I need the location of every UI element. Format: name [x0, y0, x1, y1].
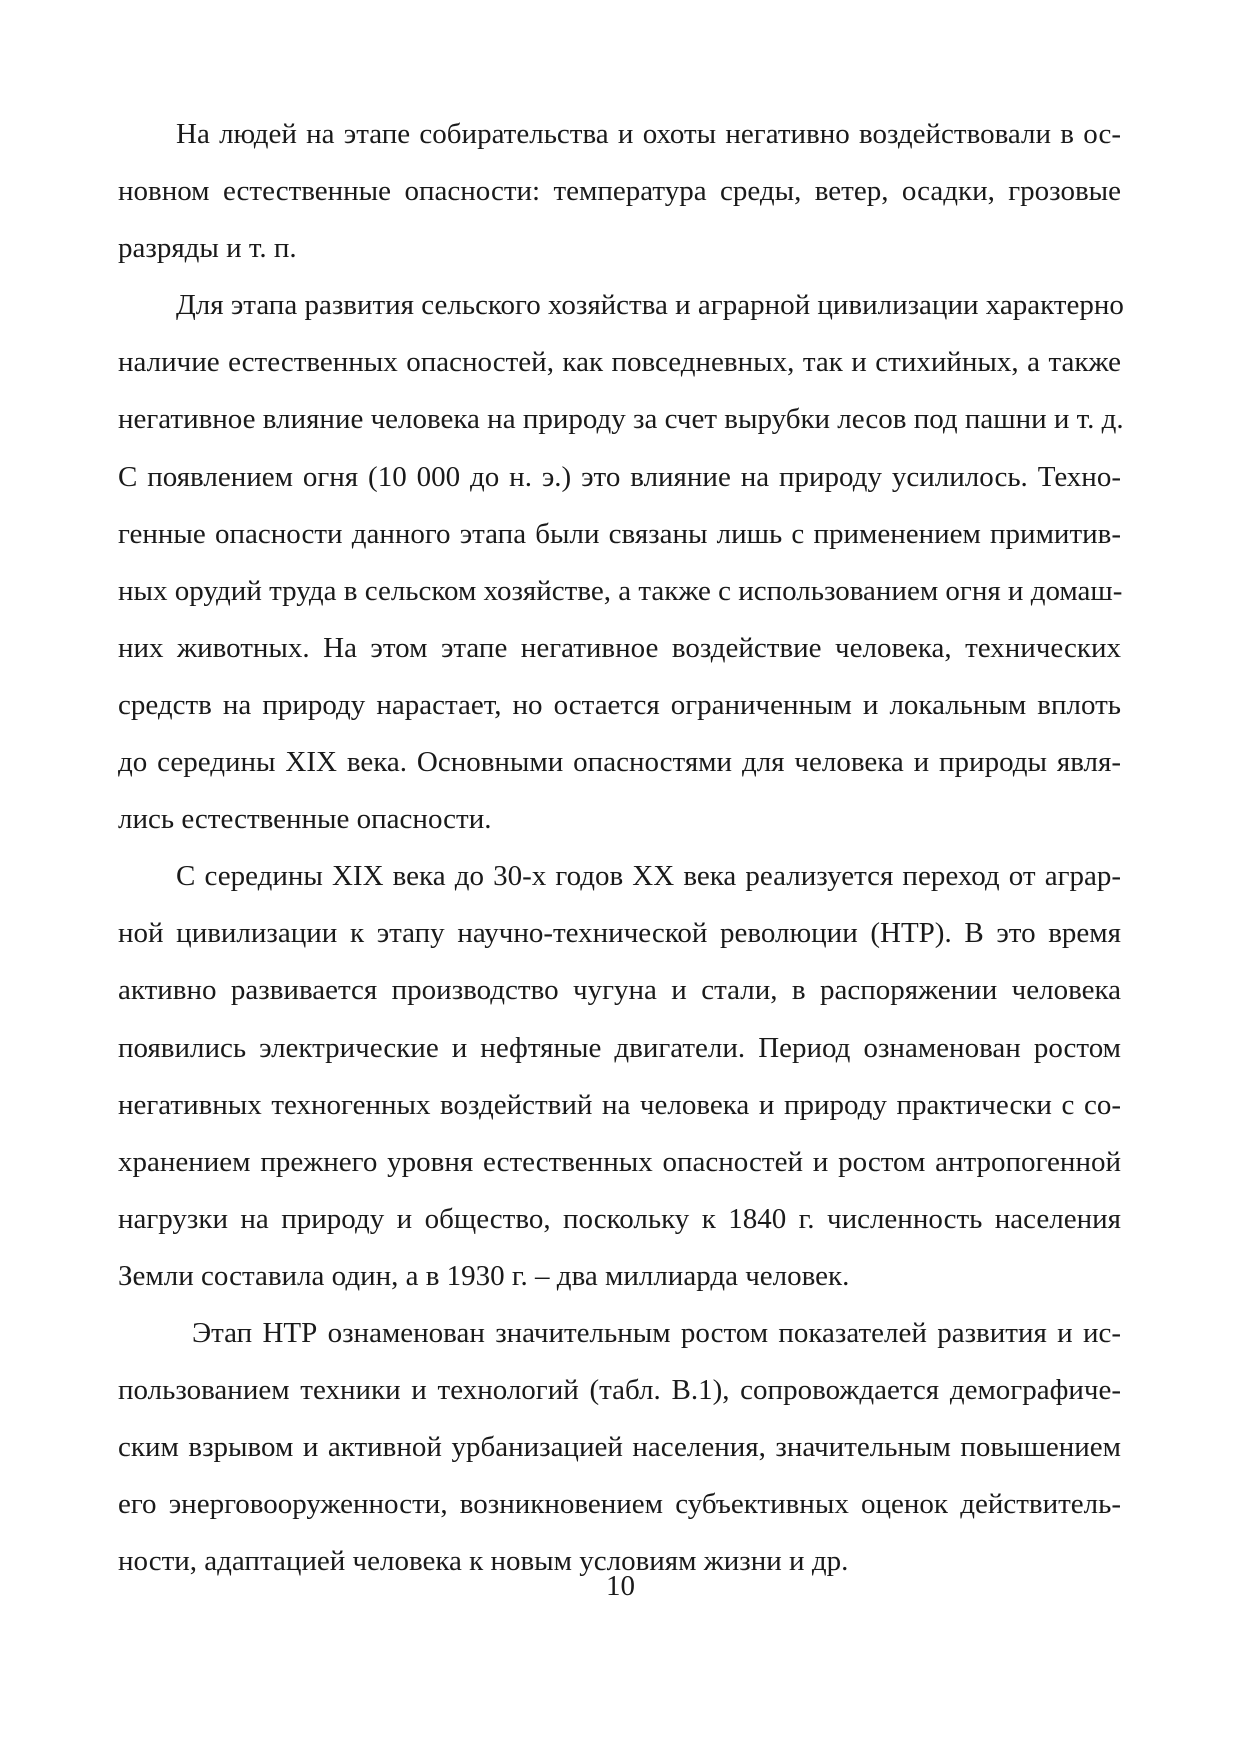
paragraph-line: появились электрические и нефтяные двигатели. Период ознаменован ростом [118, 1031, 1121, 1064]
paragraph-line: до середины XIX века. Основными опасностями для человека и природы явля- [118, 746, 1121, 779]
paragraph-line: Земли составила один, а в 1930 г. – два миллиарда человек. [118, 1259, 850, 1292]
paragraph-line: Этап НТР ознаменован значительным ростом показателей развития и ис- [192, 1316, 1121, 1349]
paragraph-line: негативных техногенных воздействий на человека и природу практически с со- [118, 1088, 1121, 1121]
paragraph-line: ским взрывом и активной урбанизацией населения, значительным повышением [118, 1431, 1121, 1464]
document-body [118, 106, 1124, 1590]
paragraph-line: активно развивается производство чугуна и стали, в распоряжении человека [118, 974, 1121, 1007]
paragraph-line: негативное влияние человека на природу за счет вырубки лесов под пашни и т. д. [118, 403, 1124, 436]
paragraph-line: них животных. На этом этапе негативное воздействие человека, технических [118, 631, 1121, 664]
paragraph-1 [118, 106, 1121, 277]
paragraph-line: генные опасности данного этапа были связаны лишь с применением примитив- [118, 517, 1121, 550]
paragraph-line: лись естественные опасности. [118, 803, 492, 836]
paragraph-line: С середины XIX века до 30-х годов XX века реализуется переход от аграр- [176, 860, 1121, 893]
paragraph-line: На людей на этапе собирательства и охоты негативно воздействовали в ос- [176, 118, 1121, 150]
paragraph-line: новном естественные опасности: температура среды, ветер, осадки, грозовые [118, 175, 1121, 208]
paragraph-2 [118, 277, 1124, 848]
paragraph-line: его энерговооруженности, возникновением субъективных оценок действитель- [118, 1488, 1121, 1521]
paragraph-line: хранением прежнего уровня естественных опасностей и ростом антропогенной [118, 1145, 1121, 1178]
paragraph-line: ных орудий труда в сельском хозяйстве, а также с использованием огня и домаш- [118, 574, 1123, 607]
paragraph-line: пользованием техники и технологий (табл. В.1), сопровождается демографиче- [118, 1374, 1121, 1407]
paragraph-line: наличие естественных опасностей, как повседневных, так и стихийных, а также [118, 346, 1121, 379]
paragraph-line: нагрузки на природу и общество, поскольку к 1840 г. численность населения [118, 1202, 1121, 1235]
paragraph-line: ной цивилизации к этапу научно-технической революции (НТР). В это время [118, 917, 1121, 950]
paragraph-3 [118, 848, 1121, 1305]
paragraph-line: разряды и т. п. [118, 232, 297, 265]
paragraph-line: С появлением огня (10 000 до н. э.) это влияние на природу усилилось. Техно- [118, 460, 1121, 493]
paragraph-line: Для этапа развития сельского хозяйства и аграрной цивилизации характерно [176, 289, 1124, 322]
page-number: 10 [606, 1570, 635, 1602]
paragraph-line: ности, адаптацией человека к новым условиям жизни и др. [118, 1545, 849, 1578]
paragraph-line: средств на природу нарастает, но остается ограниченным и локальным вплоть [118, 688, 1121, 721]
paragraph-4 [118, 1305, 1121, 1590]
